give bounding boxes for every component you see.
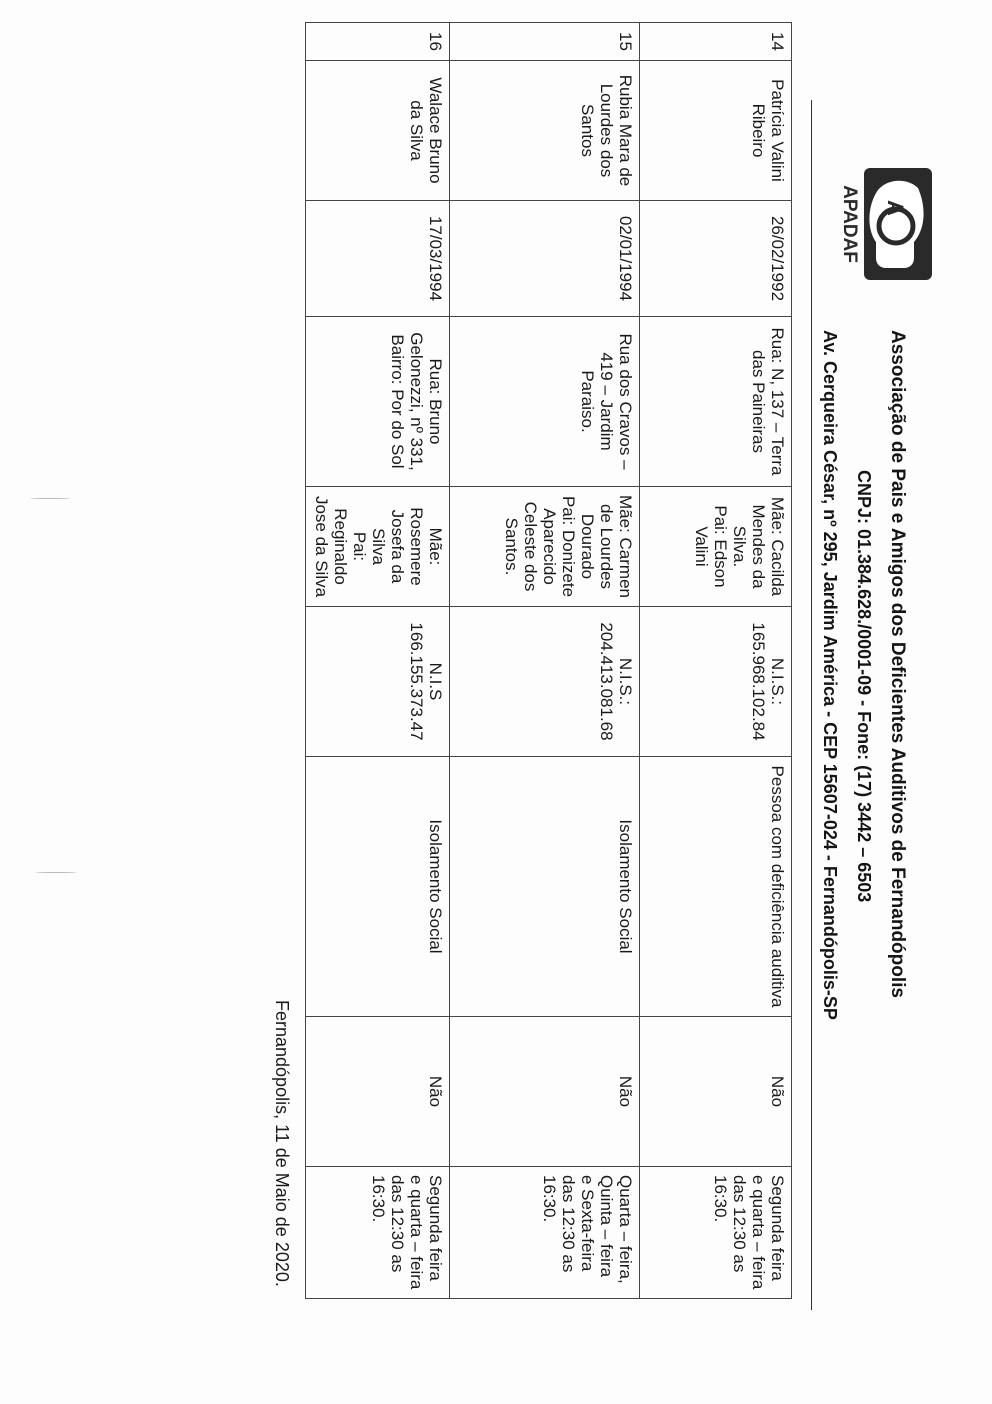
person-name: Patrícia Valini Ribeiro	[749, 79, 787, 182]
flag-value-cell	[450, 1017, 640, 1167]
row-number: 16	[426, 32, 445, 51]
schedule: Segunda feira e quarta – feira das 12:30 as 16:30.	[711, 1175, 787, 1290]
scan-mark	[36, 872, 76, 873]
birth-date: 02/01/1994	[616, 215, 635, 302]
schedule-cell	[306, 1167, 450, 1299]
address-cell	[450, 317, 640, 487]
person-name: Rubia Mara de Lourdes dos Santos	[578, 74, 635, 187]
address: Rua: Bruno Gelonezzi, nº 331, Bairro: Por do Sol	[388, 332, 445, 471]
header-divider	[811, 100, 812, 1310]
schedule: Segunda feira e quarta – feira das 12:30 as 16:30.	[369, 1175, 445, 1290]
flag-value: Não	[768, 1075, 787, 1108]
situation: Pessoa com deficiência auditiva	[768, 765, 787, 1008]
nis-number-cell	[306, 607, 450, 757]
situation-cell	[306, 757, 450, 1017]
row-number-cell	[640, 23, 792, 61]
birth-date-cell	[640, 201, 792, 317]
scan-mark	[30, 498, 70, 499]
situation-cell	[640, 757, 792, 1017]
logo-letter: A	[883, 200, 908, 216]
address: Rua: N, 137 – Terra das Paineiras	[749, 327, 787, 476]
person-name-cell	[306, 61, 450, 201]
parents-cell	[450, 487, 640, 607]
parents: Mãe: Rosemere Josefa da Silva Pai: Reginaldo Jose da Silva	[312, 495, 445, 598]
address-cell	[306, 317, 450, 487]
nis-number: N.I.S.: 204.413.081.68	[597, 622, 635, 741]
birth-date-cell	[306, 201, 450, 317]
org-name: Associação de Pais e Amigos dos Deficientes Auditivos de Fernandópolis	[887, 330, 908, 998]
parents-cell	[306, 487, 450, 607]
flag-value: Não	[616, 1075, 635, 1108]
row-number: 15	[616, 32, 635, 51]
parents-cell	[640, 487, 792, 607]
address-line: Av. Cerqueira César, nº 295, Jardim América - CEP 15607-024 - Fernandópolis-SP	[820, 330, 840, 1020]
address-cell	[640, 317, 792, 487]
person-name-cell	[640, 61, 792, 201]
birth-date-cell	[450, 201, 640, 317]
schedule-cell	[640, 1167, 792, 1299]
person-name: Walace Bruno da Silva	[407, 77, 445, 184]
situation-cell	[450, 757, 640, 1017]
place-date: Fernandópolis, 11 de Maio de 2020.	[272, 1000, 292, 1287]
nis-number: N.I.S 166.155.373.47	[407, 622, 445, 741]
logo-text: APADAF	[839, 185, 860, 263]
birth-date: 26/02/1992	[768, 215, 787, 302]
flag-value: Não	[426, 1075, 445, 1108]
apadaf-logo	[838, 168, 932, 280]
row-number: 14	[768, 32, 787, 51]
nis-number: N.I.S.: 165.968.102.84	[749, 622, 787, 741]
parents: Mãe: Carmen de Lourdes Dourado Pai: Donizete Aparecido Celeste dos Santos.	[502, 495, 635, 598]
table-row	[450, 23, 640, 1299]
schedule-cell	[450, 1167, 640, 1299]
flag-value-cell	[306, 1017, 450, 1167]
birth-date: 17/03/1994	[426, 215, 445, 302]
schedule: Quarta – feira, Quinta – feira e Sexta-feira das 12:30 as 16:30.	[540, 1175, 635, 1284]
table-row	[306, 23, 450, 1299]
person-name-cell	[450, 61, 640, 201]
nis-number-cell	[640, 607, 792, 757]
row-number-cell	[306, 23, 450, 61]
flag-value-cell	[640, 1017, 792, 1167]
situation: Isolamento Social	[616, 819, 635, 954]
cnpj-line: CNPJ: 01.384.628./0001-09 - Fone: (17) 3442 – 6503	[854, 470, 874, 903]
row-number-cell	[450, 23, 640, 61]
records-table	[305, 22, 792, 1299]
address: Rua dos Cravos – 419 – Jardim Paraiso.	[578, 333, 635, 470]
table-row	[640, 23, 792, 1299]
situation: Isolamento Social	[426, 819, 445, 954]
parents: Mãe: Cacilda Mendes da Silva. Pai: Edson Valini	[692, 496, 787, 597]
nis-number-cell	[450, 607, 640, 757]
